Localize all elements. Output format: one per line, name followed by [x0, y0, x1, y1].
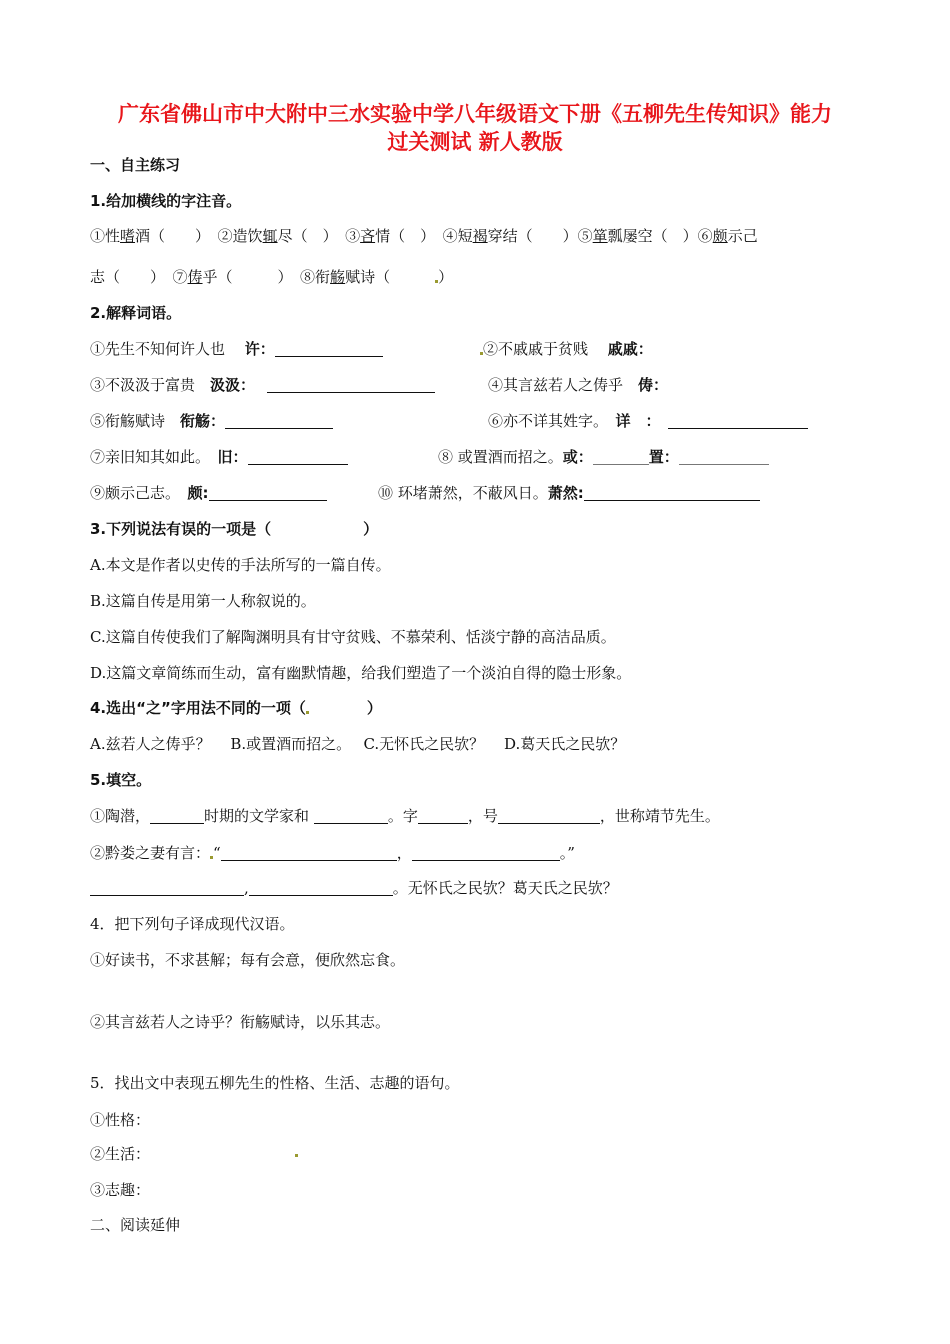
answer-blank[interactable]	[679, 449, 769, 465]
q2-item-8: ⑧ 或置酒而招之。或： 置：	[438, 446, 769, 467]
stray-dot	[295, 1154, 298, 1157]
q4-option-b[interactable]: B.或置酒而招之。	[230, 735, 344, 753]
answer-blank[interactable]	[90, 880, 244, 896]
q3-option-c[interactable]: C.这篇自传使我们了解陶渊明具有甘守贫贱、不慕荣利、恬淡宁静的高洁品质。	[90, 628, 616, 646]
answer-blank[interactable]	[209, 485, 327, 501]
q3-option-a[interactable]: A.本文是作者以史传的手法所写的一篇自传。	[90, 556, 391, 574]
answer-blank[interactable]	[593, 449, 649, 465]
find-item-life: ②生活：	[90, 1145, 151, 1163]
q4-option-c[interactable]: C.无怀氏之民欤？	[363, 735, 485, 753]
q2-item-10: ⑩ 环堵萧然，不蔽风日。萧然:	[378, 482, 760, 503]
find-item-interest: ③志趣：	[90, 1181, 151, 1199]
section-heading-reading: 二、阅读延伸	[90, 1216, 181, 1234]
q4-options	[90, 733, 625, 754]
section-heading-practice: 一、自主练习	[90, 156, 181, 174]
translation-item-2: ②其言兹若人之诗乎？衔觞赋诗，以乐其志。	[90, 1013, 391, 1031]
question-4-heading: 4.选出“之”字用法不同的一项（ ）	[90, 699, 382, 717]
find-item-character: ①性格：	[90, 1111, 151, 1129]
answer-blank[interactable]	[275, 341, 383, 357]
answer-blank[interactable]	[668, 413, 808, 429]
q2-item-9: ⑨颇示己志。 颇:	[90, 482, 327, 503]
answer-blank[interactable]	[221, 845, 397, 861]
q2-item-2: ②不戚戚于贫贱 戚戚：	[480, 338, 653, 359]
q3-option-b[interactable]: B.这篇自传是用第一人称叙说的。	[90, 592, 316, 610]
q5-line3: , 。无怀氏之民欤？葛天氏之民欤？	[90, 877, 618, 898]
answer-blank[interactable]	[225, 413, 333, 429]
q5-line1: ①陶潜， 时期的文学家和 。字 ，号 ，世称靖节先生。	[90, 807, 720, 825]
answer-blank[interactable]	[498, 808, 600, 824]
q2-item-6: ⑥亦不详其姓字。 详 ：	[488, 410, 808, 431]
q2-item-7: ⑦亲旧知其如此。 旧：	[90, 446, 348, 467]
q2-item-1: ①先生不知何许人也 许：	[90, 338, 383, 359]
q4-option-d[interactable]: D.葛天氏之民欤？	[503, 735, 626, 753]
answer-blank[interactable]	[248, 449, 348, 465]
answer-blank[interactable]	[418, 808, 468, 824]
answer-blank[interactable]	[314, 808, 388, 824]
q4-option-a[interactable]: A.兹若人之俦乎？	[90, 735, 211, 753]
question-1-line1: ①性嗜酒（ ） ②造饮辄尽（ ） ③吝情（ ） ④短褐穿结（ ）⑤箪瓢屡空（ ）⑥颇示己	[90, 227, 758, 245]
q2-item-4: ④其言兹若人之俦乎 俦：	[488, 376, 669, 394]
answer-blank[interactable]	[150, 808, 204, 824]
question-1-heading: 1.给加横线的字注音。	[90, 192, 242, 210]
find-sentences-heading: 5．找出文中表现五柳先生的性格、生活、志趣的语句。	[90, 1074, 460, 1092]
question-5-heading: 5.填空。	[90, 771, 152, 789]
translation-item-1: ①好读书，不求甚解；每有会意，便欣然忘食。	[90, 951, 406, 969]
question-3-heading: 3.下列说法有误的一项是（ ）	[90, 520, 379, 538]
answer-blank[interactable]	[249, 880, 393, 896]
question-2-heading: 2.解释词语。	[90, 304, 182, 322]
document-title-line2: 过关测试 新人教版	[387, 130, 563, 154]
question-1-line2: 志（ ） ⑦俦乎（ ） ⑧衔觞赋诗（ ）	[90, 268, 454, 286]
q2-item-3: ③不汲汲于富贵 汲汲：	[90, 374, 435, 395]
answer-blank[interactable]	[267, 377, 435, 393]
answer-blank[interactable]	[412, 845, 560, 861]
answer-blank[interactable]	[584, 485, 760, 501]
q3-option-d[interactable]: D.这篇文章简练而生动，富有幽默情趣，给我们塑造了一个淡泊自得的隐士形象。	[90, 664, 632, 682]
q2-item-5: ⑤衔觞赋诗 衔觞：	[90, 410, 333, 431]
q5-line2: ②黔娄之妻有言： “ ， 。”	[90, 844, 575, 862]
translation-heading: 4．把下列句子译成现代汉语。	[90, 915, 295, 933]
document-title-line1: 广东省佛山市中大附中三水实验中学八年级语文下册《五柳先生传知识》能力	[118, 102, 832, 126]
